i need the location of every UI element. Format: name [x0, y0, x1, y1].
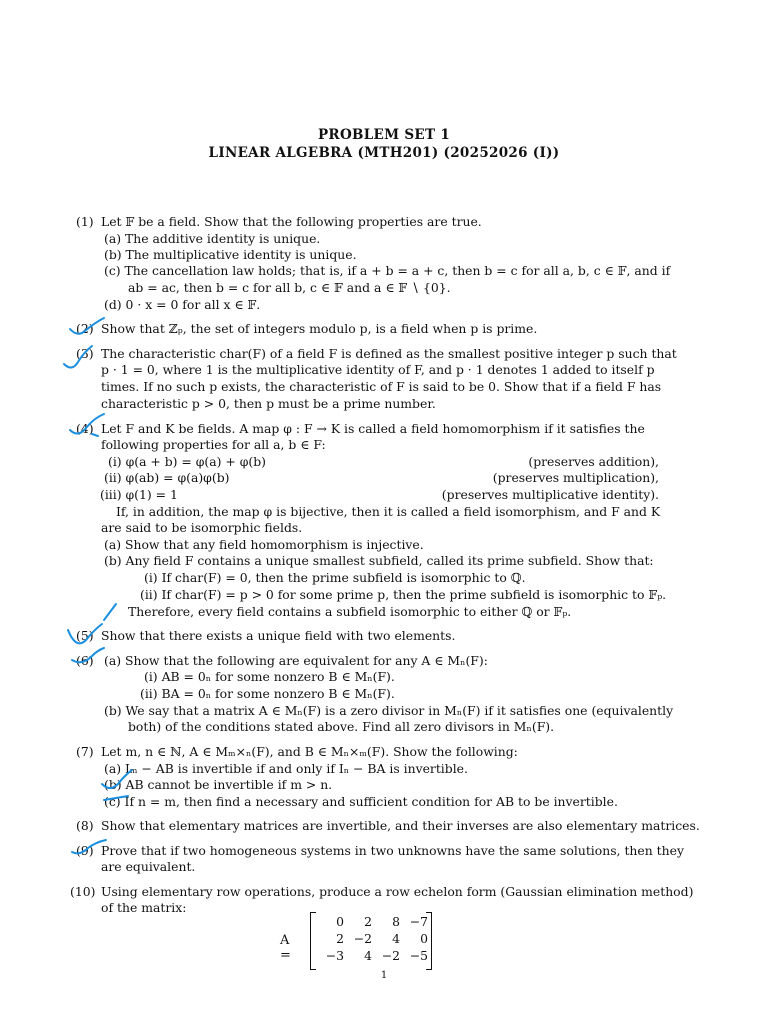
- matrix-cell: 2: [364, 914, 372, 929]
- problem-1-text: Let 𝔽 be a field. Show that the following properties are true.: [101, 214, 482, 229]
- problem-10-line2: of the matrix:: [101, 900, 187, 915]
- problem-4-iii-note: (preserves multiplicative identity).: [441, 487, 659, 502]
- problem-4-ii-note: (preserves multiplication),: [492, 470, 659, 485]
- problem-6a-i: (i) AB = 0ₙ for some nonzero B ∈ Mₙ(F).: [144, 669, 395, 684]
- problem-4-line4: are said to be isomorphic fields.: [101, 520, 303, 535]
- problem-4-ii: (ii) φ(ab) = φ(a)φ(b): [104, 470, 230, 485]
- problem-6a: (a) Show that the following are equivalent for any A ∈ Mₙ(F):: [104, 653, 488, 668]
- problem-4b: (b) Any field F contains a unique smallest subfield, called its prime subfield. Show that:: [104, 553, 654, 568]
- matrix-cell: 4: [392, 931, 400, 946]
- problem-10-number: (10): [70, 884, 96, 899]
- problem-4a: (a) Show that any field homomorphism is injective.: [104, 537, 424, 552]
- problem-7a: (a) Iₘ − AB is invertible if and only if Iₙ − BA is invertible.: [104, 761, 468, 776]
- problem-4-i-note: (preserves addition),: [528, 454, 659, 469]
- problem-9-number: (9): [76, 843, 94, 858]
- problem-4-line2: following properties for all a, b ∈ F:: [101, 437, 326, 452]
- matrix-cell: 8: [392, 914, 400, 929]
- matrix-cell: −7: [409, 914, 428, 929]
- problem-1-number: (1): [76, 214, 94, 229]
- problem-5-text: Show that there exists a unique field with two elements.: [101, 628, 456, 643]
- problem-8-text: Show that elementary matrices are invertible, and their inverses are also elementary matrices.: [101, 818, 700, 833]
- problem-4b-i: (i) If char(F) = 0, then the prime subfield is isomorphic to ℚ.: [144, 570, 526, 585]
- problem-1d: (d) 0 · x = 0 for all x ∈ 𝔽.: [104, 297, 261, 312]
- problem-6b-line2: both) of the conditions stated above. Find all zero divisors in Mₙ(F).: [128, 719, 555, 734]
- matrix-cell: −5: [409, 948, 428, 963]
- problem-4-iii: (iii) φ(1) = 1: [100, 487, 178, 502]
- matrix-label: A =: [280, 933, 291, 963]
- page-title-1: PROBLEM SET 1: [317, 127, 451, 143]
- matrix-cell: −2: [381, 948, 400, 963]
- problem-4-line3: If, in addition, the map φ is bijective, then it is called a field isomorphism, and F and K: [116, 504, 661, 519]
- problem-6a-ii: (ii) BA = 0ₙ for some nonzero B ∈ Mₙ(F).: [140, 686, 395, 701]
- problem-7-number: (7): [76, 744, 94, 759]
- problem-10-line1: Using elementary row operations, produce a row echelon form (Gaussian elimination method): [101, 884, 694, 899]
- problem-7c: (c) If n = m, then find a necessary and sufficient condition for AB to be invertible.: [104, 794, 618, 809]
- matrix-cell: 2: [336, 931, 344, 946]
- page-title-2: LINEAR ALGEBRA (MTH201) (20252026 (I)): [208, 145, 560, 161]
- matrix-cell: −3: [325, 948, 344, 963]
- problem-2-number: (2): [76, 321, 94, 336]
- problem-2-text: Show that ℤₚ, the set of integers modulo p, is a field when p is prime.: [101, 321, 538, 336]
- problem-7b: (b) AB cannot be invertible if m > n.: [104, 777, 333, 792]
- problem-3-line3: times. If no such p exists, the characteristic of F is said to be 0. Show that if a field F has: [101, 379, 662, 394]
- problem-5-number: (5): [76, 628, 94, 643]
- problem-6-number: (6): [76, 653, 94, 668]
- problem-3-number: (3): [76, 346, 94, 361]
- problem-8-number: (8): [76, 818, 94, 833]
- problem-3-line4: characteristic p > 0, then p must be a prime number.: [101, 396, 436, 411]
- problem-6b-line1: (b) We say that a matrix A ∈ Mₙ(F) is a zero divisor in Mₙ(F) if it satisfies one (equivalently: [104, 703, 674, 718]
- problem-9-line1: Prove that if two homogeneous systems in two unknowns have the same solutions, then they: [101, 843, 684, 858]
- problem-1a: (a) The additive identity is unique.: [104, 231, 321, 246]
- page-number: 1: [380, 970, 388, 981]
- problem-4b-conclusion: Therefore, every field contains a subfield isomorphic to either ℚ or 𝔽ₚ.: [128, 604, 572, 619]
- problem-4-number: (4): [76, 421, 94, 436]
- problem-3-line2: p · 1 = 0, where 1 is the multiplicative identity of F, and p · 1 denotes 1 added to itself p: [101, 362, 655, 377]
- stroke-problem-5-top: [104, 604, 116, 620]
- problem-1c-line1: (c) The cancellation law holds; that is, if a + b = a + c, then b = c for all a, b, c ∈ 𝔽, and if: [104, 263, 671, 278]
- problem-1b: (b) The multiplicative identity is unique.: [104, 247, 357, 262]
- problem-9-line2: are equivalent.: [101, 859, 196, 874]
- matrix-cell: −2: [353, 931, 372, 946]
- matrix-cell: 0: [336, 914, 344, 929]
- matrix-cell: 0: [420, 931, 428, 946]
- problem-4-line1: Let F and K be fields. A map φ : F → K is called a field homomorphism if it satisfies the: [101, 421, 645, 436]
- matrix-cell: 4: [364, 948, 372, 963]
- problem-7-text: Let m, n ∈ ℕ, A ∈ Mₘ×ₙ(F), and B ∈ Mₙ×ₘ(F). Show the following:: [101, 744, 518, 759]
- problem-4b-ii: (ii) If char(F) = p > 0 for some prime p, then the prime subfield is isomorphic to 𝔽ₚ.: [140, 587, 667, 602]
- problem-3-line1: The characteristic char(F) of a field F is defined as the smallest positive integer p such that: [101, 346, 677, 361]
- problem-4-i: (i) φ(a + b) = φ(a) + φ(b): [108, 454, 267, 469]
- problem-1c-line2: ab = ac, then b = c for all b, c ∈ 𝔽 and a ∈ 𝔽 ∖ {0}.: [128, 280, 451, 295]
